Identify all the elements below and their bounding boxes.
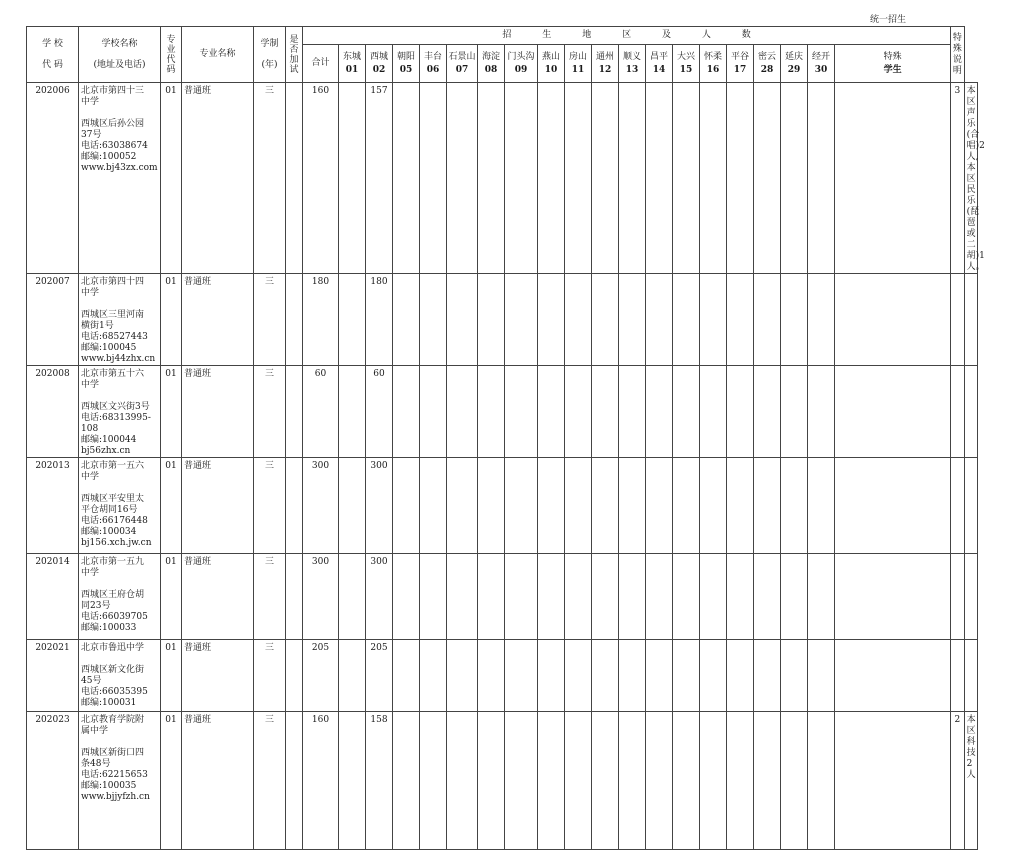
school-address-line: www.bjjyfzh.cn (81, 792, 150, 802)
extra-test-cell (286, 640, 303, 712)
region-cell (808, 83, 835, 274)
school-name-line: 中学 (81, 568, 100, 578)
region-cell (754, 458, 781, 554)
header-region: 海淀 08 (478, 45, 505, 83)
special-students-cell (951, 274, 964, 366)
region-cell (420, 458, 447, 554)
region-cell (673, 712, 700, 850)
total-cell: 60 (303, 366, 339, 458)
region-cell (447, 554, 478, 640)
region-cell (727, 640, 754, 712)
region-cell (835, 458, 951, 554)
region-cell (646, 640, 673, 712)
header-duration: 学制 (年) (254, 27, 286, 83)
region-cell (447, 83, 478, 274)
region-cell (835, 712, 951, 850)
region-cell (505, 640, 538, 712)
region-cell-xicheng: 158 (366, 712, 393, 850)
region-cell-dongcheng (339, 712, 366, 850)
region-cell-xicheng: 180 (366, 274, 393, 366)
region-cell (808, 458, 835, 554)
region-cell (619, 712, 646, 850)
region-cell (754, 640, 781, 712)
header-region: 燕山 10 (538, 45, 565, 83)
region-cell (754, 712, 781, 850)
major-code-cell: 01 (161, 83, 182, 274)
school-name-line: 中学 (81, 97, 100, 107)
region-cell (727, 83, 754, 274)
header-region: 昌平 14 (646, 45, 673, 83)
table-row (27, 640, 978, 712)
region-cell (538, 274, 565, 366)
region-cell-dongcheng (339, 554, 366, 640)
region-cell (478, 458, 505, 554)
major-name-cell: 普通班 (182, 366, 254, 458)
header-region: 丰台 06 (420, 45, 447, 83)
address-spacer (81, 483, 160, 494)
region-cell (835, 83, 951, 274)
region-cell (478, 83, 505, 274)
major-name-cell: 普通班 (182, 640, 254, 712)
region-cell (835, 274, 951, 366)
special-students-cell (951, 554, 964, 640)
region-cell (808, 554, 835, 640)
header-school-code: 学 校 代 码 (27, 27, 79, 83)
region-cell (673, 83, 700, 274)
region-cell (700, 554, 727, 640)
region-cell (538, 712, 565, 850)
table-row (27, 712, 978, 850)
major-name-cell: 普通班 (182, 712, 254, 850)
special-note-cell (964, 83, 985, 274)
region-cell (700, 274, 727, 366)
region-cell (835, 366, 951, 458)
region-cell (700, 712, 727, 850)
region-cell (592, 712, 619, 850)
total-cell: 160 (303, 83, 339, 274)
extra-test-cell (286, 366, 303, 458)
extra-test-cell (286, 274, 303, 366)
region-cell (673, 554, 700, 640)
duration-cell: 三 (254, 366, 286, 458)
special-note-line: 本区科技2人 (966, 715, 976, 780)
table-row (27, 83, 978, 274)
region-cell (393, 554, 420, 640)
special-students-cell: 2 (951, 712, 964, 850)
duration-cell: 三 (254, 640, 286, 712)
school-address-line: 电话:68313995-108 (81, 413, 151, 434)
region-cell-dongcheng (339, 83, 366, 274)
school-name-line: 北京市鲁迅中学 (81, 643, 145, 653)
region-cell (420, 83, 447, 274)
header-region: 大兴 15 (673, 45, 700, 83)
header-region: 石景山 07 (447, 45, 478, 83)
address-spacer (81, 737, 160, 748)
region-cell (727, 712, 754, 850)
school-code-cell: 202007 (27, 274, 79, 366)
region-cell-xicheng: 60 (366, 366, 393, 458)
region-cell (646, 458, 673, 554)
duration-cell: 三 (254, 712, 286, 850)
table-row (27, 366, 978, 458)
region-cell (754, 366, 781, 458)
region-cell (754, 274, 781, 366)
school-name-cell (79, 83, 161, 274)
duration-cell: 三 (254, 554, 286, 640)
region-cell (565, 712, 592, 850)
region-cell (619, 554, 646, 640)
school-name-line: 中学 (81, 472, 100, 482)
region-cell (420, 274, 447, 366)
school-code-cell: 202008 (27, 366, 79, 458)
region-cell (646, 83, 673, 274)
header-region: 房山 11 (565, 45, 592, 83)
region-cell-dongcheng (339, 458, 366, 554)
header-major-name: 专业名称 (182, 27, 254, 83)
header-major-code: 专 业 代 码 (161, 27, 182, 83)
school-address-line: 邮编:100035 (81, 781, 137, 791)
region-cell (646, 366, 673, 458)
region-cell (781, 554, 808, 640)
region-cell (393, 366, 420, 458)
region-cell (673, 640, 700, 712)
address-spacer (81, 654, 160, 665)
region-cell (646, 554, 673, 640)
address-spacer (81, 391, 160, 402)
school-address-line: 横街1号 (81, 321, 114, 331)
region-cell-xicheng: 300 (366, 458, 393, 554)
region-cell (781, 83, 808, 274)
region-cell (447, 274, 478, 366)
school-address-line: 条48号 (81, 759, 111, 769)
region-cell (393, 712, 420, 850)
duration-cell: 三 (254, 83, 286, 274)
region-cell (781, 274, 808, 366)
region-cell (393, 83, 420, 274)
header-region: 朝阳 05 (393, 45, 420, 83)
duration-cell: 三 (254, 274, 286, 366)
special-note-cell (964, 366, 977, 458)
school-address-line: 西城区新文化街 (81, 665, 145, 675)
region-cell (673, 458, 700, 554)
region-cell (673, 274, 700, 366)
region-cell (538, 640, 565, 712)
school-address-line: 平仓胡同16号 (81, 505, 138, 515)
school-address-line: 电话:66035395 (81, 687, 148, 697)
region-cell (420, 640, 447, 712)
school-address-line: 西城区后孙公园 (81, 119, 145, 129)
region-cell (700, 640, 727, 712)
region-cell (646, 712, 673, 850)
region-cell-xicheng: 157 (366, 83, 393, 274)
special-note-cell (964, 554, 977, 640)
school-address-line: www.bj44zhx.cn (81, 354, 156, 364)
region-cell (538, 83, 565, 274)
region-cell (420, 712, 447, 850)
address-spacer (81, 299, 160, 310)
region-cell-xicheng: 300 (366, 554, 393, 640)
region-cell (447, 712, 478, 850)
region-cell (565, 458, 592, 554)
header-region-title: 招 生 地 区 及 人 数 (303, 27, 951, 45)
region-cell (505, 712, 538, 850)
table-row (27, 458, 978, 554)
school-name-cell (79, 640, 161, 712)
region-cell (393, 458, 420, 554)
region-cell (808, 366, 835, 458)
region-cell (700, 83, 727, 274)
header-region: 延庆 29 (781, 45, 808, 83)
region-cell (420, 366, 447, 458)
header-total: 合计 (303, 45, 339, 83)
school-address-line: 西城区三里河南 (81, 310, 145, 320)
region-cell (538, 554, 565, 640)
region-cell (505, 83, 538, 274)
table-body (27, 83, 985, 850)
school-name-line: 北京教育学院附 (81, 715, 145, 725)
school-name-cell (79, 712, 161, 850)
region-cell (538, 458, 565, 554)
special-students-cell (951, 458, 964, 554)
region-cell (619, 640, 646, 712)
region-cell-xicheng: 205 (366, 640, 393, 712)
school-address-line: 邮编:100044 (81, 435, 137, 445)
school-code-cell: 202023 (27, 712, 79, 850)
region-cell (808, 274, 835, 366)
region-cell (592, 458, 619, 554)
region-cell (538, 366, 565, 458)
region-cell (565, 83, 592, 274)
region-cell-dongcheng (339, 640, 366, 712)
special-note-line: 乐(琵琶或二胡)1人。 (966, 196, 985, 272)
header-region: 东城 01 (339, 45, 366, 83)
region-cell (505, 274, 538, 366)
header-region: 通州 12 (592, 45, 619, 83)
school-address-line: bj156.xch.jw.cn (81, 538, 152, 548)
school-name-line: 北京市第五十六 (81, 369, 145, 379)
school-name-line: 北京市第一五九 (81, 557, 145, 567)
special-note-cell (964, 712, 977, 850)
region-cell (727, 458, 754, 554)
region-cell (478, 274, 505, 366)
school-address-line: 同23号 (81, 601, 111, 611)
special-note-line: 本区声乐(合唱)2人,本区民 (966, 86, 985, 195)
region-cell (592, 274, 619, 366)
region-cell (727, 366, 754, 458)
school-address-line: 邮编:100031 (81, 698, 137, 708)
region-cell (808, 712, 835, 850)
region-cell (700, 366, 727, 458)
school-code-cell: 202021 (27, 640, 79, 712)
school-address-line: 西城区文兴街3号 (81, 402, 150, 412)
region-cell (673, 366, 700, 458)
region-cell (565, 554, 592, 640)
region-cell (447, 458, 478, 554)
region-cell (754, 554, 781, 640)
school-address-line: 邮编:100045 (81, 343, 137, 353)
header-school-name: 学校名称 (地址及电话) (79, 27, 161, 83)
major-name-cell: 普通班 (182, 274, 254, 366)
major-code-cell: 01 (161, 640, 182, 712)
school-name-line: 北京市第一五六 (81, 461, 145, 471)
school-name-cell (79, 366, 161, 458)
region-cell (393, 274, 420, 366)
school-address-line: 45号 (81, 676, 102, 686)
major-code-cell: 01 (161, 366, 182, 458)
region-cell (565, 274, 592, 366)
region-cell (447, 640, 478, 712)
school-address-line: 邮编:100052 (81, 152, 137, 162)
region-cell (727, 274, 754, 366)
special-students-cell (951, 366, 964, 458)
header-region: 怀柔 16 (700, 45, 727, 83)
special-students-cell: 3 (951, 83, 964, 274)
address-spacer (81, 108, 160, 119)
special-note-cell (964, 274, 977, 366)
major-code-cell: 01 (161, 458, 182, 554)
school-address-line: 电话:66176448 (81, 516, 148, 526)
region-cell (592, 640, 619, 712)
total-cell: 300 (303, 458, 339, 554)
region-cell (592, 83, 619, 274)
region-cell-dongcheng (339, 366, 366, 458)
region-cell (505, 366, 538, 458)
total-cell: 205 (303, 640, 339, 712)
total-cell: 300 (303, 554, 339, 640)
school-name-line: 北京市第四十四 (81, 277, 145, 287)
school-address-line: 西城区王府仓胡 (81, 590, 145, 600)
region-cell (478, 554, 505, 640)
school-name-line: 中学 (81, 288, 100, 298)
school-address-line: bj56zhx.cn (81, 446, 131, 456)
region-cell (393, 640, 420, 712)
extra-test-cell (286, 554, 303, 640)
region-cell (505, 458, 538, 554)
region-cell (565, 640, 592, 712)
school-code-cell: 202014 (27, 554, 79, 640)
header-special-note: 特 殊 说 明 (951, 27, 964, 83)
special-students-cell (951, 640, 964, 712)
region-cell (781, 366, 808, 458)
region-cell (619, 83, 646, 274)
region-cell (592, 366, 619, 458)
school-code-cell: 202006 (27, 83, 79, 274)
region-cell (781, 458, 808, 554)
school-name-cell (79, 554, 161, 640)
header-region: 西城 02 (366, 45, 393, 83)
major-code-cell: 01 (161, 712, 182, 850)
region-cell (619, 366, 646, 458)
region-cell (835, 640, 951, 712)
header-region: 平谷 17 (727, 45, 754, 83)
region-cell (619, 274, 646, 366)
region-cell (592, 554, 619, 640)
school-code-cell: 202013 (27, 458, 79, 554)
region-cell (781, 640, 808, 712)
school-address-line: 西城区新街口四 (81, 748, 145, 758)
school-address-line: 电话:63038674 (81, 141, 148, 151)
region-cell (478, 366, 505, 458)
header-extra-test: 是 否 加 试 (286, 27, 303, 83)
extra-test-cell (286, 83, 303, 274)
major-code-cell: 01 (161, 274, 182, 366)
major-name-cell: 普通班 (182, 83, 254, 274)
extra-test-cell (286, 712, 303, 850)
special-note-cell (964, 640, 977, 712)
region-cell (478, 712, 505, 850)
region-cell (505, 554, 538, 640)
table-row (27, 554, 978, 640)
school-name-line: 中学 (81, 380, 100, 390)
major-code-cell: 01 (161, 554, 182, 640)
school-name-cell (79, 458, 161, 554)
region-cell (447, 366, 478, 458)
region-cell (478, 640, 505, 712)
region-cell (835, 554, 951, 640)
school-name-line: 属中学 (81, 726, 109, 736)
header-region: 经开 30 (808, 45, 835, 83)
duration-cell: 三 (254, 458, 286, 554)
enrollment-table (26, 26, 985, 850)
header-region: 密云 28 (754, 45, 781, 83)
region-cell (808, 640, 835, 712)
school-address-line: 电话:66039705 (81, 612, 148, 622)
region-cell (619, 458, 646, 554)
region-cell (565, 366, 592, 458)
region-cell (781, 712, 808, 850)
school-name-line: 北京市第四十三 (81, 86, 145, 96)
total-cell: 180 (303, 274, 339, 366)
major-name-cell: 普通班 (182, 554, 254, 640)
region-cell (700, 458, 727, 554)
region-cell-dongcheng (339, 274, 366, 366)
header-region: 顺义 13 (619, 45, 646, 83)
header-region: 门头沟 09 (505, 45, 538, 83)
region-cell (420, 554, 447, 640)
school-address-line: 电话:68527443 (81, 332, 148, 342)
address-spacer (81, 579, 160, 590)
region-cell (727, 554, 754, 640)
extra-test-cell (286, 458, 303, 554)
corner-label: 统一招生 (870, 15, 907, 25)
major-name-cell: 普通班 (182, 458, 254, 554)
header-region-special-students: 特殊 学生 (835, 45, 951, 83)
total-cell: 160 (303, 712, 339, 850)
school-address-line: 邮编:100034 (81, 527, 137, 537)
school-address-line: 西城区平安里太 (81, 494, 145, 504)
school-name-cell (79, 274, 161, 366)
region-cell (646, 274, 673, 366)
table-row (27, 274, 978, 366)
school-address-line: 邮编:100033 (81, 623, 137, 633)
school-address-line: www.bj43zx.com (81, 163, 158, 173)
special-note-cell (964, 458, 977, 554)
school-address-line: 37号 (81, 130, 102, 140)
region-cell (754, 83, 781, 274)
school-address-line: 电话:62215653 (81, 770, 148, 780)
